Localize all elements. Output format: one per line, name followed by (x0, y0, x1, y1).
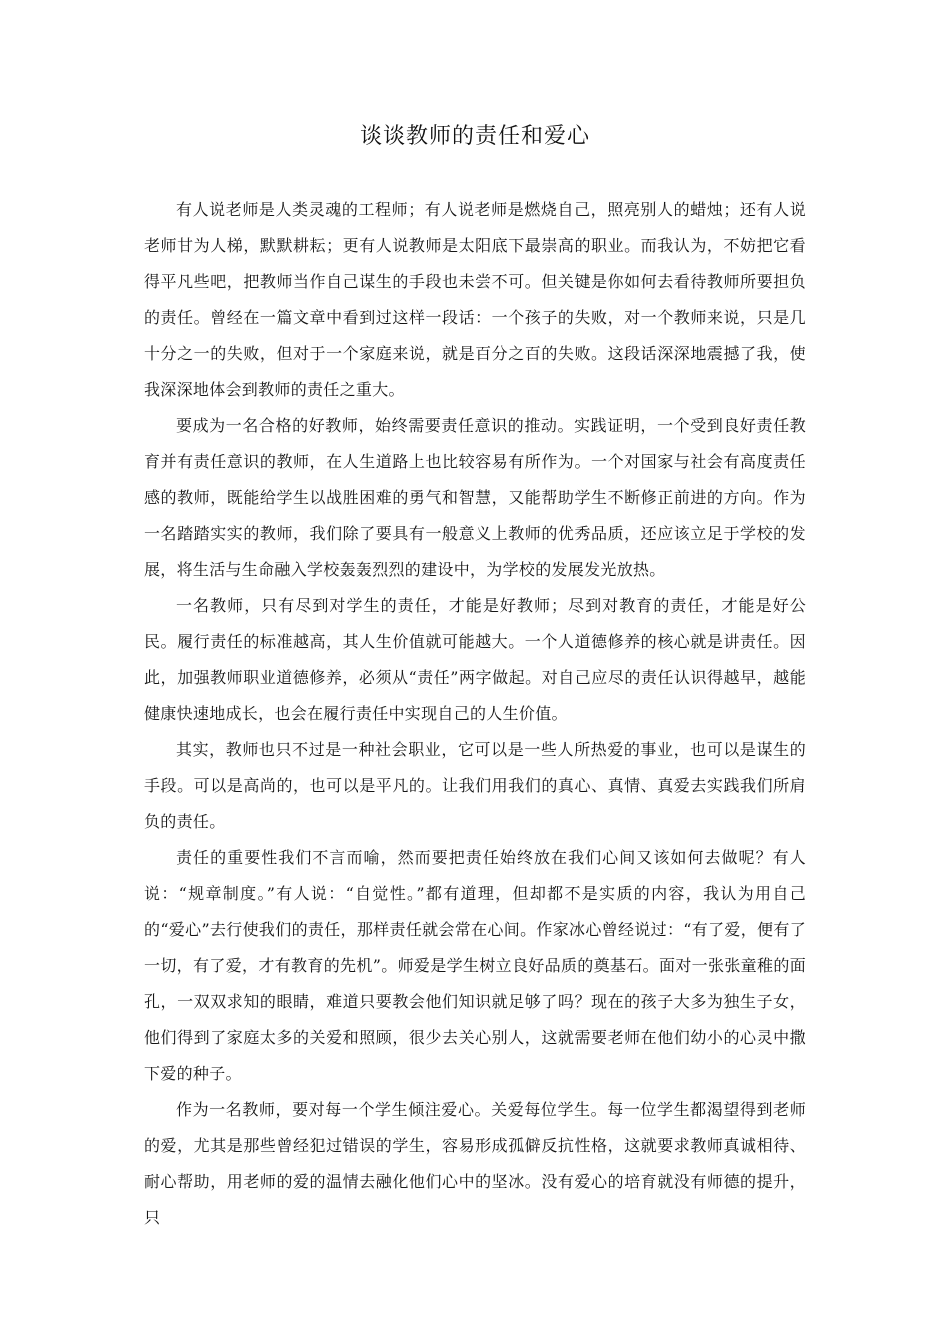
document-body (144, 192, 806, 1236)
document-title: 谈谈教师的责任和爱心 (359, 124, 590, 149)
paragraph-5: 责任的重要性我们不言而喻，然而要把责任始终放在我们心间又该如何去做呢？有人说：“规章制度。”有人说：“自觉性。”都有道理，但却都不是实质的内容，我认为用自己的“爱心”去行使我们的责任，那样责任就会常在心间。作家冰心曾经说过：“有了爱，便有了一切，有了爱，才有教育的先机”。师爱是学生树立良好品质的奠基石。面对一张张童稚的面孔，一双双求知的眼睛，难道只要教会他们知识就足够了吗？现在的孩子大多为独生子女，他们得到了家庭太多的关爱和照顾，很少去关心别人，这就需要老师在他们幼小的心灵中撒下爱的种子。 (144, 848, 806, 1083)
paragraph-6: 作为一名教师，要对每一个学生倾注爱心。关爱每位学生。每一位学生都渴望得到老师的爱，尤其是那些曾经犯过错误的学生，容易形成孤僻反抗性格，这就要求教师真诚相待、耐心帮助，用老师的爱的温情去融化他们心中的坚冰。没有爱心的培育就没有师德的提升，只 (144, 1100, 806, 1227)
paragraph-3: 一名教师，只有尽到对学生的责任，才能是好教师；尽到对教育的责任，才能是好公民。履行责任的标准越高，其人生价值就可能越大。一个人道德修养的核心就是讲责任。因此，加强教师职业道德修养，必须从“责任”两字做起。对自己应尽的责任认识得越早，越能健康快速地成长，也会在履行责任中实现自己的人生价值。 (144, 596, 806, 723)
paragraph-4: 其实，教师也只不过是一种社会职业，它可以是一些人所热爱的事业，也可以是谋生的手段。可以是高尚的，也可以是平凡的。让我们用我们的真心、真情、真爱去实践我们所肩负的责任。 (144, 740, 806, 831)
paragraph-1: 有人说老师是人类灵魂的工程师；有人说老师是燃烧自己，照亮别人的蜡烛；还有人说老师甘为人梯，默默耕耘；更有人说教师是太阳底下最崇高的职业。而我认为，不妨把它看得平凡些吧，把教师当作自己谋生的手段也未尝不可。但关键是你如何去看待教师所要担负的责任。曾经在一篇文章中看到过这样一段话：一个孩子的失败，对一个教师来说，只是几十分之一的失败，但对于一个家庭来说，就是百分之百的失败。这段话深深地震撼了我，使我深深地体会到教师的责任之重大。 (144, 200, 806, 399)
paragraph-2: 要成为一名合格的好教师，始终需要责任意识的推动。实践证明，一个受到良好责任教育并有责任意识的教师，在人生道路上也比较容易有所作为。一个对国家与社会有高度责任感的教师，既能给学生以战胜困难的勇气和智慧，又能帮助学生不断修正前进的方向。作为一名踏踏实实的教师，我们除了要具有一般意义上教师的优秀品质，还应该立足于学校的发展，将生活与生命融入学校轰轰烈烈的建设中，为学校的发展发光放热。 (144, 416, 806, 579)
